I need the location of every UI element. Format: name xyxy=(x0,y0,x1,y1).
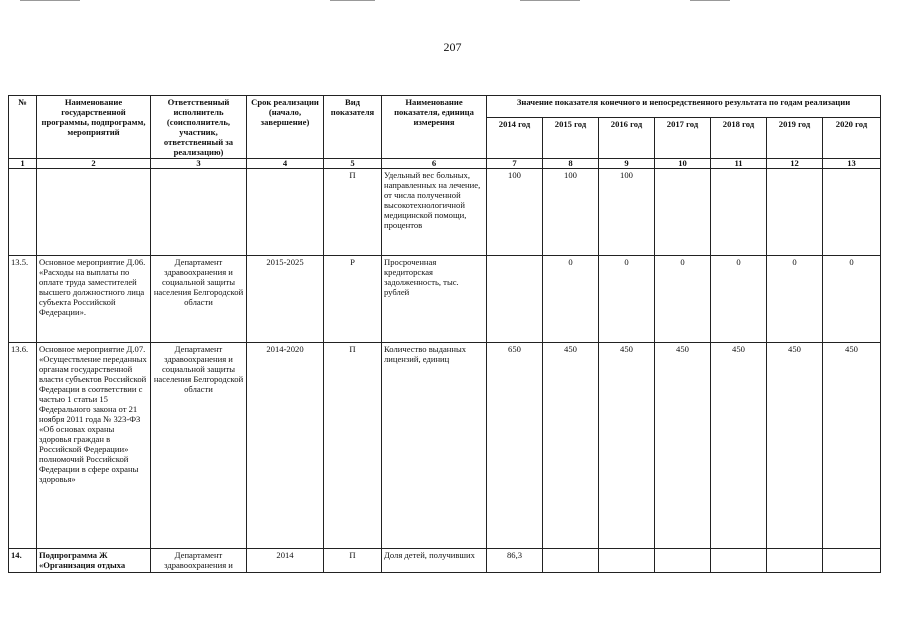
row-indicator: Просроченная кредиторская задолженность, тыс. рублей xyxy=(382,256,487,343)
row-no xyxy=(9,169,37,256)
row-value: 0 xyxy=(711,256,767,343)
header-term: Срок реализации (начало, завершение) xyxy=(247,96,324,159)
column-index: 6 xyxy=(382,159,487,169)
row-value: 0 xyxy=(823,256,881,343)
row-value: 100 xyxy=(599,169,655,256)
scan-line xyxy=(330,0,375,1)
column-index: 1 xyxy=(9,159,37,169)
scan-line xyxy=(20,0,80,1)
column-index: 7 xyxy=(487,159,543,169)
row-value: 450 xyxy=(711,343,767,549)
row-value xyxy=(655,549,711,573)
row-value xyxy=(767,169,823,256)
header-year: 2020 год xyxy=(823,118,881,159)
row-name: Основное мероприятие Д.07. «Осуществление переданных органам государственной власти субъектов Российской Федерации в соответствии с частью 1 статьи 15 Федерального закона от 21 ноября 2011 года № 323-ФЗ «Об основах охраны здоровья граждан в Российской Федерации» полномочий Российской Федерации в сфере охраны здоровья» xyxy=(37,343,151,549)
column-index: 8 xyxy=(543,159,599,169)
row-kind: П xyxy=(324,169,382,256)
row-value xyxy=(823,549,881,573)
row-term: 2014 xyxy=(247,549,324,573)
column-index: 9 xyxy=(599,159,655,169)
row-value: 450 xyxy=(543,343,599,549)
row-value xyxy=(767,549,823,573)
row-indicator: Удельный вес больных, направленных на лечение, от числа полученной высокотехнологичной медицинской помощи, процентов xyxy=(382,169,487,256)
column-index: 11 xyxy=(711,159,767,169)
row-value xyxy=(711,549,767,573)
row-executor: Департамент здравоохранения и социальной защиты населения Белгородской области xyxy=(151,256,247,343)
row-term xyxy=(247,169,324,256)
row-term: 2015-2025 xyxy=(247,256,324,343)
row-executor: Департамент здравоохранения и xyxy=(151,549,247,573)
table-row xyxy=(9,549,881,573)
column-index: 2 xyxy=(37,159,151,169)
table-row xyxy=(9,256,881,343)
row-term: 2014-2020 xyxy=(247,343,324,549)
column-index: 13 xyxy=(823,159,881,169)
header-year: 2016 год xyxy=(599,118,655,159)
header-executor: Ответственный исполнитель (соисполнитель, участник, ответственный за реализацию) xyxy=(151,96,247,159)
header-indicator: Наименование показателя, единица измерения xyxy=(382,96,487,159)
row-indicator: Доля детей, получивших xyxy=(382,549,487,573)
row-no: 14. xyxy=(9,549,37,573)
row-executor xyxy=(151,169,247,256)
indicators-table xyxy=(8,95,881,573)
header-row xyxy=(9,96,881,118)
table-row xyxy=(9,343,881,549)
row-value xyxy=(543,549,599,573)
row-kind: Р xyxy=(324,256,382,343)
row-value: 0 xyxy=(655,256,711,343)
column-index: 4 xyxy=(247,159,324,169)
row-kind: П xyxy=(324,343,382,549)
row-name: Основное мероприятие Д.06. «Расходы на выплаты по оплате труда заместителей высшего должностного лица субъекта Российской Федерации». xyxy=(37,256,151,343)
row-name: Подпрограмма Ж «Организация отдыха xyxy=(37,549,151,573)
header-kind: Вид показателя xyxy=(324,96,382,159)
header-year: 2014 год xyxy=(487,118,543,159)
row-executor: Департамент здравоохранения и социальной защиты населения Белгородской области xyxy=(151,343,247,549)
header-year: 2015 год xyxy=(543,118,599,159)
row-value: 450 xyxy=(599,343,655,549)
row-value: 0 xyxy=(767,256,823,343)
column-index: 3 xyxy=(151,159,247,169)
page-number: 207 xyxy=(443,40,462,54)
column-index: 5 xyxy=(324,159,382,169)
header-year: 2018 год xyxy=(711,118,767,159)
scan-line xyxy=(520,0,580,1)
column-index: 10 xyxy=(655,159,711,169)
header-no: № xyxy=(9,96,37,159)
column-index: 12 xyxy=(767,159,823,169)
row-value: 0 xyxy=(543,256,599,343)
row-kind: П xyxy=(324,549,382,573)
row-no: 13.5. xyxy=(9,256,37,343)
row-value xyxy=(711,169,767,256)
row-name xyxy=(37,169,151,256)
row-value: 86,3 xyxy=(487,549,543,573)
row-value: 0 xyxy=(599,256,655,343)
row-value: 450 xyxy=(655,343,711,549)
column-index-row xyxy=(9,159,881,169)
header-values: Значение показателя конечного и непосредственного результата по годам реализации xyxy=(487,96,881,118)
row-value: 100 xyxy=(487,169,543,256)
header-year: 2017 год xyxy=(655,118,711,159)
row-value xyxy=(599,549,655,573)
header-name: Наименование государственной программы, подпрограмм, мероприятий xyxy=(37,96,151,159)
row-no: 13.6. xyxy=(9,343,37,549)
scan-line xyxy=(690,0,730,1)
row-value xyxy=(655,169,711,256)
row-value xyxy=(487,256,543,343)
header-year: 2019 год xyxy=(767,118,823,159)
row-value: 650 xyxy=(487,343,543,549)
row-value: 450 xyxy=(823,343,881,549)
table-row xyxy=(9,169,881,256)
row-value: 100 xyxy=(543,169,599,256)
row-value: 450 xyxy=(767,343,823,549)
row-value xyxy=(823,169,881,256)
row-indicator: Количество выданных лицензий, единиц xyxy=(382,343,487,549)
